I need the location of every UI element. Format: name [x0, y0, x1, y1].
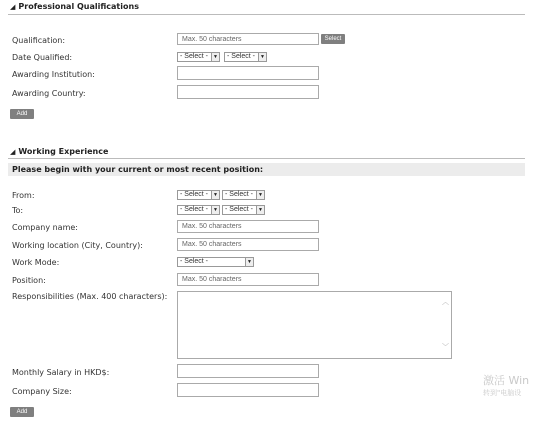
qualification-input[interactable]: Max. 50 characters: [177, 33, 319, 45]
qualifications-section-header[interactable]: [10, 2, 139, 11]
collapse-triangle-icon[interactable]: ◢: [10, 148, 16, 156]
work-mode-select[interactable]: - Select - ▼: [177, 257, 254, 267]
work-mode-label: Work Mode:: [12, 258, 60, 267]
experience-divider: [8, 158, 525, 159]
date-qualified-year-select[interactable]: - Select - ▼: [224, 52, 267, 62]
experience-instruction: Please begin with your current or most recent position:: [8, 163, 525, 176]
awarding-institution-label: Awarding Institution:: [12, 70, 95, 79]
from-month-select[interactable]: - Select - ▼: [177, 190, 220, 200]
responsibilities-textarea[interactable]: [177, 291, 452, 359]
experience-title: Working Experience: [18, 147, 109, 156]
from-label: From:: [12, 191, 35, 200]
chevron-down-icon: ▼: [211, 191, 219, 199]
company-size-label: Company Size:: [12, 387, 72, 396]
responsibilities-label: Responsibilities (Max. 400 characters):: [12, 292, 168, 301]
qualification-label: Qualification:: [12, 36, 66, 45]
awarding-country-input[interactable]: [177, 85, 319, 99]
qualification-select-button[interactable]: Select: [321, 34, 345, 44]
date-qualified-label: Date Qualified:: [12, 53, 73, 62]
chevron-down-icon: ▼: [258, 53, 266, 61]
chevron-down-icon: ▼: [211, 206, 219, 214]
company-name-label: Company name:: [12, 223, 78, 232]
working-location-input[interactable]: Max. 50 characters: [177, 238, 319, 251]
collapse-triangle-icon[interactable]: ◢: [10, 3, 16, 11]
date-qualified-month-select[interactable]: - Select - ▼: [177, 52, 220, 62]
watermark-line2: 转到"电脑设: [483, 389, 522, 397]
experience-add-button[interactable]: Add: [10, 407, 34, 417]
chevron-down-icon: ▼: [211, 53, 219, 61]
awarding-country-label: Awarding Country:: [12, 89, 86, 98]
qualifications-divider: [8, 14, 525, 15]
to-year-select[interactable]: - Select - ▼: [222, 205, 265, 215]
working-location-label: Working location (City, Country):: [12, 241, 143, 250]
chevron-down-icon: ▼: [245, 258, 253, 266]
experience-section-header[interactable]: [10, 147, 108, 156]
qualification-add-button[interactable]: Add: [10, 109, 34, 119]
position-input[interactable]: Max. 50 characters: [177, 273, 319, 286]
position-label: Position:: [12, 276, 46, 285]
chevron-down-icon: ▼: [256, 191, 264, 199]
to-month-select[interactable]: - Select - ▼: [177, 205, 220, 215]
monthly-salary-input[interactable]: [177, 364, 319, 378]
company-size-input[interactable]: [177, 383, 319, 397]
awarding-institution-input[interactable]: [177, 66, 319, 80]
chevron-down-icon: ▼: [256, 206, 264, 214]
scroll-down-icon[interactable]: ﹀: [442, 343, 449, 351]
watermark-line1: 激活 Win: [483, 374, 530, 387]
scroll-up-icon[interactable]: ︿: [442, 298, 449, 306]
company-name-input[interactable]: Max. 50 characters: [177, 220, 319, 233]
qualifications-title: Professional Qualifications: [18, 2, 139, 11]
monthly-salary-label: Monthly Salary in HKD$:: [12, 368, 110, 377]
to-label: To:: [12, 206, 24, 215]
from-year-select[interactable]: - Select - ▼: [222, 190, 265, 200]
